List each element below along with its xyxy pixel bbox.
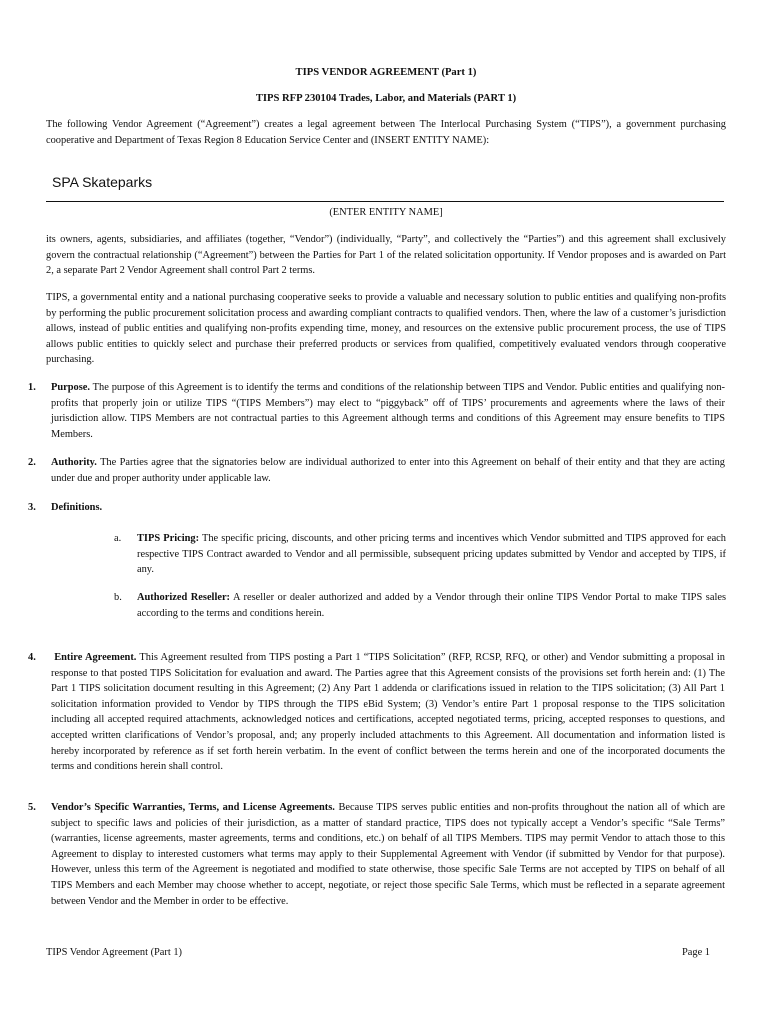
section-3-heading: Definitions. [51,502,103,513]
definition-b-authorized-reseller [137,590,726,621]
section-1-number: 1. [28,382,36,393]
section-5-heading: Vendor’s Specific Warranties, Terms, and License Agreements. [51,802,335,813]
section-4-number: 4. [28,652,36,663]
definition-a-letter: a. [114,533,122,544]
section-2-authority [51,455,725,486]
entity-name-field[interactable]: SPA Skateparks [52,174,153,190]
definition-a-heading: TIPS Pricing: [137,533,200,544]
section-5-vendor-warranties [51,800,725,909]
section-3-number: 3. [28,502,36,513]
intro-paragraph: The following Vendor Agreement (“Agreement”) creates a legal agreement between The Interlocal Purchasing System (“TIPS”), a government purchasing cooperative and Department of Texas Region 8 Education Service Center and (INSERT ENTITY NAME): [46,119,726,146]
section-2-text: The Parties agree that the signatories below are individual authorized to enter into this Agreement on behalf of their entity and that they are acting under due and proper authority under applicable law. [51,457,725,484]
document-subtitle: TIPS RFP 230104 Trades, Labor, and Materials (PART 1) [255,93,517,104]
section-2-heading: Authority. [51,457,97,468]
section-1-text: The purpose of this Agreement is to identify the terms and conditions of the relationship between TIPS and Vendor. Public entities and qualifying non-profits that properly join or utilize TIPS “(TIPS Members”) may elect to “piggyback” off of TIPS’ procurements and agreements where the laws of their jurisdiction allow. TIPS Members are not contractual parties to this Agreement although terms and conditions of this Agreement may ensure benefits to TIPS Members. [51,382,725,440]
section-4-heading: Entire Agreement. [54,652,137,663]
section-1-heading: Purpose. [51,382,90,393]
definition-b-letter: b. [114,592,122,603]
definition-a-text: The specific pricing, discounts, and other pricing terms and incentives which Vendor submitted and TIPS approved for each respective TIPS Contract awarded to Vendor and all permissible, subsequent pricing updates submitted by Vendor and accepted by TIPS, if any. [137,533,726,576]
footer-document-name: TIPS Vendor Agreement (Part 1) [46,947,183,958]
document-title: TIPS VENDOR AGREEMENT (Part 1) [295,67,477,78]
section-5-text: Because TIPS serves public entities and non-profits throughout the nation all of which are subject to specific laws and policies of their jurisdiction, as a matter of standard practice, TIPS does not typically accept a Vendor’s specific “Sale Terms” (warranties, license agreements, master agreements, terms and conditions, etc.) on behalf of all TIPS Members. TIPS may permit Vendor to attach those to this Agreement to display to interested customers what terms may apply to their Supplemental Agreement with Vendor (if submitted by Vendor for that purpose). However, unless this term of the Agreement is negotiated and modified to state otherwise, those specific Sale Terms are not accepted by TIPS on behalf of all TIPS Members and each Member may choose whether to accept, negotiate, or reject those specific Sale Terms, which must be reflected in a separate agreement between Vendor and the Member in order to be effective. [51,802,726,907]
section-1-purpose [51,380,725,442]
footer-page-number: Page 1 [682,947,710,958]
section-5-number: 5. [28,802,36,813]
entity-name-label: (ENTER ENTITY NAME] [329,207,443,218]
definition-b-heading: Authorized Reseller: [137,592,231,603]
definition-b-text: A reseller or dealer authorized and added by a Vendor through their online TIPS Vendor Portal to make TIPS sales according to the terms and conditions herein. [137,592,727,619]
entity-name-underline [46,201,724,202]
section-2-number: 2. [28,457,36,468]
section-4-text: This Agreement resulted from TIPS posting a Part 1 “TIPS Solicitation” (RFP, RCSP, RFQ, or other) and Vendor submitting a proposal in response to that posted TIPS Solicitation for evaluation and award. The Parties agree that this Agreement consists of the provisions set forth herein and: (1) The Part 1 TIPS solicitation document resulting in this Agreement; (2) Any Part 1 addenda or clarifications issued in relation to the TIPS solicitation; (3) All Part 1 solicitation information provided to Vendor by TIPS through the TIPS eBid System; (3) Vendor’s entire Part 1 proposal response to the TIPS solicitation including all accepted required attachments, acknowledged notices and certifications, accepted negotiated terms, pricing, accepted responses to questions, and accepted written clarifications of Vendor’s proposal, and; any properly included attachments to this Agreement. All documentation and information listed is hereby incorporated by reference as if set forth herein verbatim. In the event of conflict between the terms herein and one of the incorporated documents the terms and conditions herein shall control. [51,652,725,773]
section-4-entire-agreement [51,650,725,775]
definition-a-tips-pricing [137,531,726,578]
section-3-definitions [51,500,725,516]
owners-paragraph: its owners, agents, subsidiaries, and affiliates (together, “Vendor”) (individually, “Party”, and collectively the “Parties”) and this agreement shall exclusively govern the contractual relationship (“Agreement”) between the Parties for Part 1 of the related solicitation opportunity. If Vendor proposes and is awarded on Part 2, a separate Part 2 Vendor Agreement shall control Part 2 terms. [46,234,726,277]
tips-paragraph: TIPS, a governmental entity and a national purchasing cooperative seeks to provide a valuable and necessary solution to public entities and qualifying non-profits by performing the public procurement solicitation process and awarding compliant contracts to qualified vendors. Then, where the law of a customer’s jurisdiction allows, instead of public entities and qualifying non-profits expending time, money, and resources on the extensive public procurement process, the use of TIPS allows public entities to quickly select and purchase their preferred products or services from qualified, competitively evaluated vendors through cooperative purchasing. [46,292,726,366]
